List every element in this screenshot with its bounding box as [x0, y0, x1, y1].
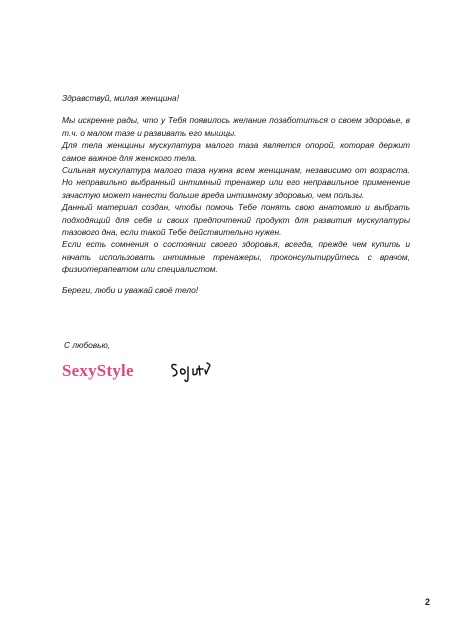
- sexystyle-logo: SexyStyle: [62, 361, 134, 380]
- page-number: 2: [425, 597, 431, 607]
- letter-paragraph-2: Для тела женщины мускулатура малого таза является опорой, которая держит самое важное для женского тела.: [62, 140, 410, 163]
- signature-logo: [168, 355, 218, 385]
- letter-paragraph-4: Данный материал создан, чтобы помочь Тебе понять свою анатомию и выбрать подходящий для себя и своих предпочтений продукт для развития мускулатуры тазового дна, если такой Тебе действительно нужен.: [62, 202, 410, 238]
- letter-paragraph-3: Сильная мускулатура малого таза нужна всем женщинам, независимо от возраста. Но неправильно выбранный интимный тренажер или его неправильное применение зачастую может нанести больше вреда интимному здоровью, чем пользы.: [62, 165, 410, 200]
- letter-paragraph-5: Если есть сомнения о состоянии своего здоровья, всегда, прежде чем купить и начать использовать интимные тренажеры, проконсультируйтесь с врачом, физиотерапевтом или специалистом.: [62, 239, 410, 275]
- letter-paragraph-1: Мы искренне рады, что у Тебя появилось желание позаботиться о своем здоровье, в т.ч. о малом тазе и развивать его мышцы.: [62, 115, 410, 138]
- letter-closing: Береги, люби и уважай своё тело!: [62, 284, 199, 295]
- letter-body: [62, 92, 410, 296]
- letter-greeting: Здравствуй, милая женщина!: [62, 93, 180, 103]
- letter-signoff: С любовью,: [64, 340, 111, 350]
